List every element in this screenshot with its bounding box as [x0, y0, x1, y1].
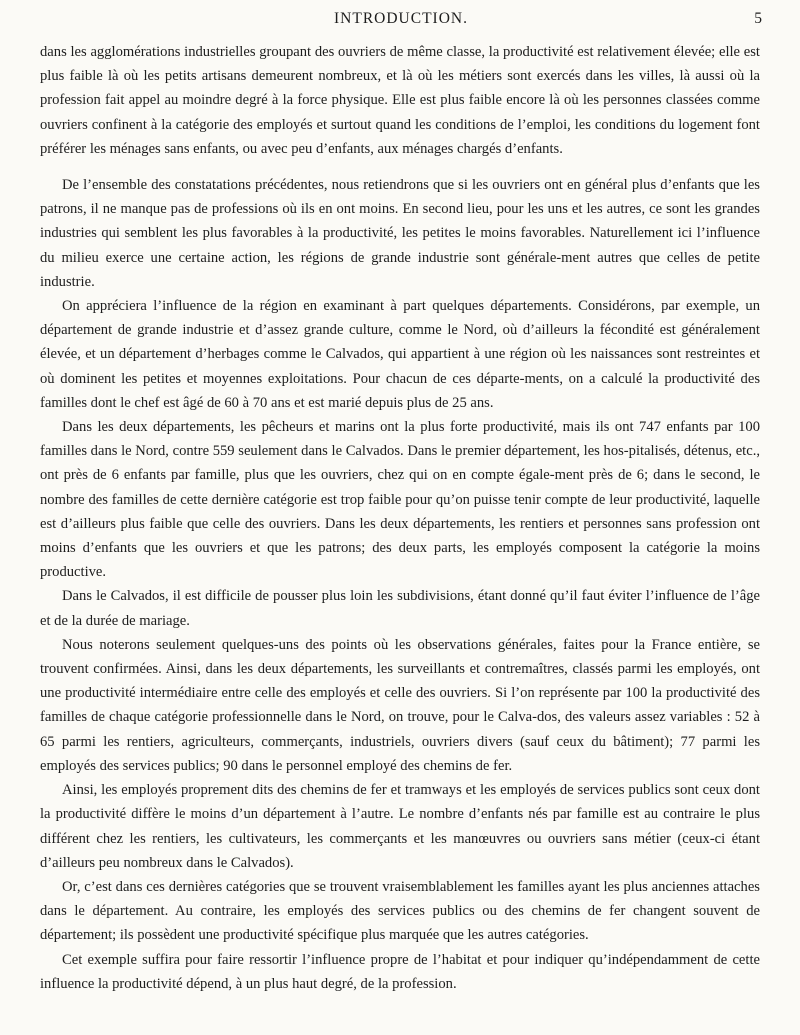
paragraph-5: Dans le Calvados, il est difficile de pousser plus loin les subdivisions, étant donné qu’il faut éviter l’influence de l’âge et de la durée de mariage. [40, 588, 760, 629]
running-title: INTRODUCTION. [334, 10, 468, 27]
paragraph-4: Dans les deux départements, les pêcheurs et marins ont la plus forte productivité, mais ils ont 747 enfants par 100 familles dans le Nord, contre 559 seulement dans le Calvados. Dans le premier département, les hos-pitalisés, détenus, etc., ont près de 6 enfants par famille, plus que les ouvriers, chez qui on en compte égale-ment près de 6; dans le second, le nombre des familles de cette dernière catégorie est trop faible pour qu’on puisse tenir compte de leur productivité, laquelle est d’ailleurs plus faible que celle des ouvriers. Dans les deux départements, les rentiers et personnes sans profession ont moins d’enfants que les ouvriers et que les patrons; des deux parts, les employés composent la catégorie la moins productive. [40, 419, 760, 581]
paragraph-2: De l’ensemble des constatations précédentes, nous retiendrons que si les ouvriers ont en général plus d’enfants que les patrons, il ne manque pas de professions où ils en ont moins. En second lieu, pour les uns et les autres, ce sont les grandes industries qui semblent les plus favorables à la productivité, les petites le moins favorables. Naturellement ici l’influence du milieu exerce une certaine action, les régions de grande industrie sont générale-ment autres que celles de petite industrie. [40, 177, 760, 290]
paragraph-3: On appréciera l’influence de la région en examinant à part quelques départements. Considérons, par exemple, un département de grande industrie et d’assez grande culture, comme le Nord, où d’ailleurs la fécondité est généralement élevée, et un département d’herbages comme le Calvados, qui appartient à une région où les naissances sont restreintes et où dominent les petites et moyennes exploitations. Pour chacun de ces départe-ments, on a calculé la productivité des familles dont le chef est âgé de 60 à 70 ans et est marié depuis plus de 25 ans. [40, 298, 760, 411]
page-number: 5 [754, 10, 762, 27]
paragraph-9: Cet exemple suffira pour faire ressortir l’influence propre de l’habitat et pour indiquer qu’indépendamment de cette influence la productivité dépend, à un plus haut degré, de la profession. [40, 951, 760, 992]
paragraph-1: dans les agglomérations industrielles groupant des ouvriers de même classe, la productivité est relativement élevée; elle est plus faible là où les petits artisans demeurent nombreux, et là où les métiers sont exercés dans les villes, là aussi où la profession fait appel au moindre degré à la force physique. Elle est plus faible encore là où les personnes classées comme ouvriers confinent à la catégorie des employés et surtout quand les conditions de l’emploi, les conditions du logement font préférer les ménages sans enfants, ou avec peu d’enfants, aux ménages chargés d’enfants. [40, 44, 760, 157]
paragraph-8: Or, c’est dans ces dernières catégories que se trouvent vraisemblablement les familles ayant les plus anciennes attaches dans le département. Au contraire, les employés des services publics ou des chemins de fer changent souvent de département; ils possèdent une productivité spécifique plus marquée que les autres catégories. [40, 878, 760, 944]
body-text [40, 40, 760, 996]
paragraph-6: Nous noterons seulement quelques-uns des points où les observations générales, faites pour la France entière, se trouvent confirmées. Ainsi, dans les deux départements, les surveillants et contremaîtres, classés parmi les employés, ont une productivité intermédiaire entre celle des employés et celle des ouvriers. Si l’on représente par 100 la productivité des familles de chaque catégorie professionnelle dans le Nord, on trouve, pour le Calva-dos, des valeurs assez variables : 52 à 65 parmi les rentiers, agriculteurs, commerçants, industriels, ouvriers divers (sauf ceux du bâtiment); 77 parmi les employés des services publics; 90 dans le personnel employé des chemins de fer. [40, 636, 760, 774]
page-header [40, 10, 762, 36]
paragraph-7: Ainsi, les employés proprement dits des chemins de fer et tramways et les employés de services publics sont ceux dont la productivité diffère le moins d’un département à l’autre. Le nombre d’enfants nés par famille est au contraire le plus différent chez les rentiers, les cultivateurs, les commerçants et les manœuvres ou ouvriers sans métier (ceux-ci étant d’ailleurs peu nombreux dans le Calvados). [40, 782, 760, 871]
